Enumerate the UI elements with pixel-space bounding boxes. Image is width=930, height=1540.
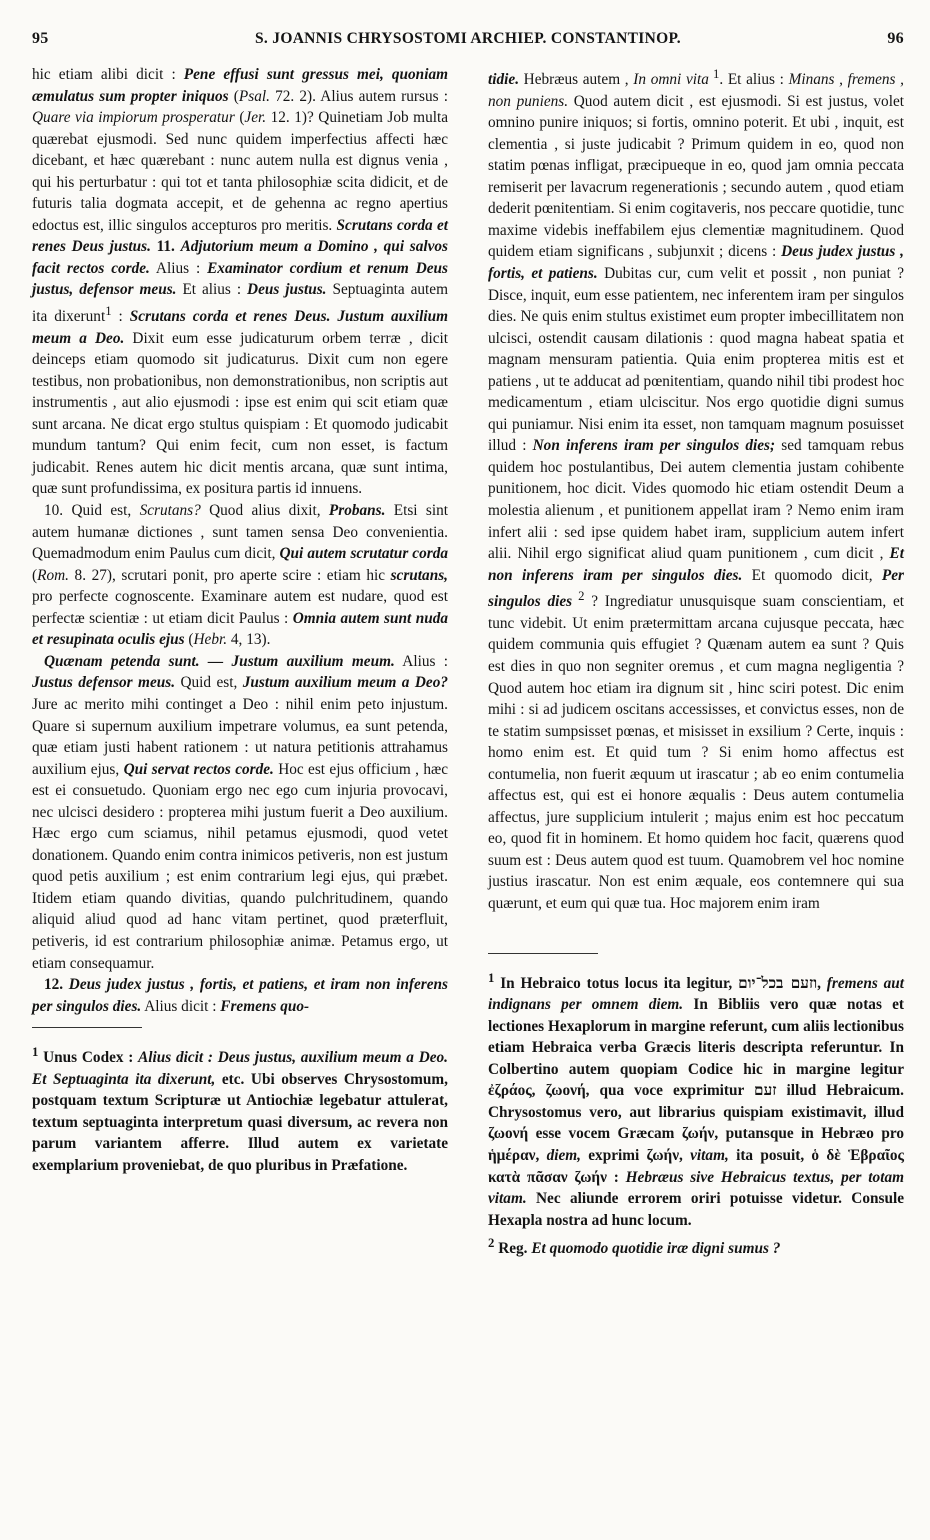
greek-text: ζωήν,: [646, 1146, 683, 1164]
left-paragraph-4: 12. Deus judex justus , fortis, et patiens, et iram non inferens per singulos dies. Alius dicit : Fremens quo-: [32, 976, 448, 1015]
running-head: S. JOANNIS CHRYSOSTOMI ARCHIEP. CONSTANTINOP.: [255, 30, 681, 47]
left-paragraph-1: hic etiam alibi dicit : Pene effusi sunt gressus mei, quoniam æmulatus sum propter iniquos (Psal. 72. 2). Alius autem rursus : Quare via impiorum prosperatur (Jer. 12. 1)? Quinetiam Job multa quærebat ejusmodi. Sed nunc quidem imperfectius affecti hæc dicebant, et hæc quærebant : nunc autem nulla est dignus venia , qui his perturbatur : qui tot et tanta philosophiæ scita didicit, et de futuris talia dogmata accepit, et de gehenna ac regno apertius edoctus est, illic singulos accepturos pro meritis. Scrutans corda et renes Deus justus. 11. Adjutorium meum a Domino , qui salvos facit rectos corde. Alius : Examinator cordium et renum Deus justus, defensor meus. Et alius : Deus justus. Septuaginta autem ita dixerunt$^1$ : Scrutans corda et renes Deus. Justum auxilium meum a Deo. Dixit eum esse judicaturum orbem terræ , dicit deinceps etiam quomodo sit judicaturus. Dixit cum non egere testibus, non probationibus, non demonstrationibus, non scriptis aut instrumentis , aut alio ejusmodi : ipse est enim qui scit etiam quæ sunt arcana. Ne dicat ergo stultus quispiam : Et quomodo judicabit mundum tantum? Qui enim fecit, cum non esset, is factum judicabit. Renes autem hic dicit mentis arcana, quæ sunt intima, quæ sunt profundissima, ex positura partis id innuens.: [32, 66, 449, 498]
two-column-body: [32, 64, 904, 1262]
left-column: [32, 64, 448, 1262]
greek-text: ἡμέραν,: [488, 1146, 540, 1164]
left-paragraph-3: Quænam petenda sunt. — Justum auxilium meum. Alius : Justus defensor meus. Quid est, Justum auxilium meum a Deo? Jure ac merito mihi continget a Deo : nihil enim peto injustum. Quare si supernum auxilium impetrare volumus, ea sunt petenda, quæ etiam justi habent rationem : ut natura petitionis attrahamus auxilium ejus, Qui servat rectos corde. Hoc est ejus officium , hæc est ei consuetudo. Quoniam ergo nec ego cum injuria provocavi, nec ulcisci desidero : propterea mihi justum fuerit a Deo auxilium. Hæc ergo cum sciamus, nihil petamus ejusmodi, quod vetet donationem. Quando enim contra inimicos petiveris, non est justum quod petis auxilium ; est enim contrarium legi ejus, qui præbet. Itidem etiam quando divitias, quando pulchritudinem, quando aliquid aliud quod ad hanc vitam pertinet, quod præterfluit, petiveris, id est contrarium philosophiæ animæ. Petamus ergo, ut etiam consequamur.: [32, 652, 449, 972]
page-number-right: 96: [887, 30, 904, 47]
left-paragraph-2: 10. Quid est, Scrutans? Quod alius dixit, Probans. Etsi sint autem humanæ dictiones , sunt tamen sensa Deo convenientia. Quemadmodum enim Paulus cum dicit, Qui autem scrutatur corda (Rom. 8. 27), scrutari ponit, pro aperte scire : etiam hic scrutans, pro perfecte cognoscente. Examinare autem est nudare, quod est perfectæ scientiæ : ut etiam dicit Paulus : Omnia autem sunt nuda et resupinata oculis ejus (Hebr. 4, 13).: [32, 502, 449, 649]
hebrew-text: זעם: [754, 1081, 777, 1100]
footnote-rule: [488, 953, 598, 954]
footnote-2-right: $^2$ Reg. Et quomodo quotidie iræ digni sumus ?: [488, 1236, 781, 1258]
footnote-rule: [32, 1027, 142, 1028]
greek-text: ζωήν,: [681, 1125, 719, 1143]
left-footnotes: [32, 1042, 448, 1176]
hebrew-text: וזעם בכל־יום: [738, 973, 818, 992]
footnote-ref: 1: [105, 304, 112, 319]
page-header: [32, 30, 904, 56]
page-number-left: 95: [32, 30, 49, 47]
footnote-ref: 2: [572, 589, 585, 604]
footnote-ref: 1: [708, 67, 720, 81]
footnote-1-left: $^1$ Unus Codex : Alius dicit : Deus justus, auxilium meum a Deo. Et Septuaginta ita dixerunt, etc. Ubi observes Chrysostomum, postquam textum Scripturæ ut Antiochiæ legebatur attulerat, textum septuaginta interpretum quasi diversum, ac revera non parum variantem afferre. Illud autem ex varietate exemplarium proveniebat, de quo pluribus in Præfatione.: [32, 1045, 449, 1174]
greek-text: ἐζράος, ζωονή,: [488, 1082, 590, 1100]
right-paragraph-1: tidie. Hebræus autem , In omni vita $^1$. Et alius : Minans , fremens , non puniens. Quod autem dicit , est ejusmodi. Si est justus, volet omnino punire iniquos; si fortis, omnino poterit. Et ubi , inquit, est clementia , si juste judicabit ? Primum quidem in eo, quod non statim pœnas infligat, præcipueque in eo, quod jam omnia peccata remiserit per lavacrum regenerationis ; secundo autem , quod etiam dederit pœnitentiam. Si enim cogitaveris, nos peccare quotidie, tunc maxime videbis ineffabilem ejus clementiæ magnitudinem. Quod quidem etiam significans , subjunxit ; dicens : Deus judex justus , fortis, et patiens. Dubitas cur, cum velit et possit , non puniat ? Disce, inquit, eum esse patientem, nec inferentem iram per singulos dies. Ne quis enim stultus existimet eum propter imbecillitatem non ulcisci, ostendit causam dilationis : quod magna habeat spatia et magnam mensuram patientia. Quia enim propterea mitis est et patiens , ut te adducat ad pœnitentiam, quando nihil tibi prodest hoc medicamentum , etiam ulciscitur. Nos ergo quotidie digni sumus qui puniamur. Nisi enim ita esset, non tamquam magnum posuisset illud : Non inferens iram per singulos dies; sed tamquam rebus quidem hoc postulantibus, Dei autem clementia justam cohibente punitionem, hoc dicit. Vides quomodo hic etiam ostendit Deum a molestia alienum , et punitionem appellat iram ? Nemo enim iram infert alii : sed ipse quidem habet iram, supplicium autem infert alii. Nihil ergo significat aliud quam punitionem , cum dicit , Et non inferens iram per singulos dies. Et quomodo dicit, Per singulos dies $^2$ ? Ingrediatur unusquisque suam conscientiam, et tunc videbit. Ut enim prætermittam arcana cujusque peccata, hæc quidem communia quis effugiet ? Quænam autem ea sunt ? Quis est dies in quo non segniter oremus , et cum magna negligentia ? Quod autem hoc etiam ira dignum sit , hinc sciri potest. Dic enim mihi : si ad judicem oscitans accessisses, et convictus esses, non de te statim sumpsisset pœnas, et misisset in exsilium ? Certe, inquis : homo enim est. Et quid tum ? Si enim homo affectus est contumelia, non fuerit æquum ut irascatur ; ab eo enim contumelia affectus est, qui est ei honore æqualis : Deus autem contumelia affectus, jure supplicium intulerit ; majus enim est hoc peccatum eo, quod fit in hominem. Et homo quidem hoc facit, quærens quod suum est : Deus autem quod est tuum. Quamobrem vel hoc nomine justius irascatur. Non est enim æquale, eos contemnere qui sua quærunt, et eum qui quæ tua. Hoc majorem enim iram: [488, 67, 905, 912]
greek-text: ζωονή: [488, 1125, 529, 1143]
right-column: [488, 64, 904, 1262]
right-footnotes: [488, 968, 904, 1260]
footnote-1-right: $^1$ In Hebraico totus locus ita legitur, וזעם בכל־יום, fremens aut indignans per omnem diem. In Bibliis vero quæ notas et lectiones Hexaplorum in margine referunt, cum aliis lectionibus etiam Hebraica verba Græcis literis descripta referuntur. In Colbertino autem quopiam Codice hic in margine legitur ἐζράος, ζωονή, qua voce exprimitur זעם illud Hebraicum. Chrysostomus vero, aut librarius quispiam existimavit, illud ζωονή esse vocem Græcam ζωήν, putansque in Hebræo pro ἡμέραν, diem, exprimi ζωήν, vitam, ita posuit, ὁ δὲ Ἑβραῖος κατὰ πᾶσαν ζωήν : Hebræus sive Hebraicus textus, per totam vitam. Nec aliunde errorem oriri potuisse videtur. Consule Hexapla nostra ad hunc locum.: [488, 970, 905, 1229]
greek-text: ὁ δὲ Ἑβραῖος κατὰ πᾶσαν ζωήν: [488, 1146, 904, 1186]
